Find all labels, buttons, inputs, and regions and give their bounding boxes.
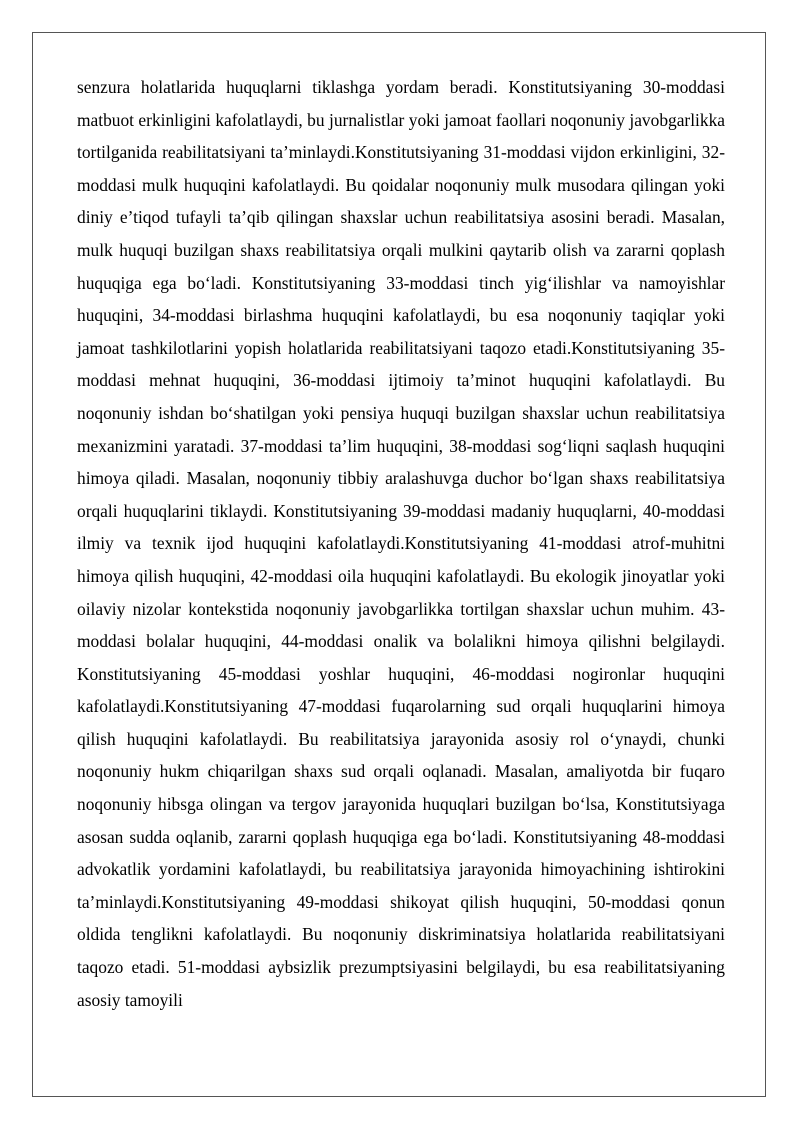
document-body-text: senzura holatlarida huquqlarni tiklashga yordam beradi. Konstitutsiyaning 30-moddasi matbuot erkinligini kafolatlaydi, bu jurnalistlar yoki jamoat faollari noqonuniy javobgarlikka tortilganida reabilitatsiyani ta’minlaydi.Konstitutsiyaning 31-moddasi vijdon erkinligini, 32-moddasi mulk huquqini kafolatlaydi. Bu qoidalar noqonuniy mulk musodara qilingan yoki diniy e’tiqod tufayli ta’qib qilingan shaxslar uchun reabilitatsiya asosini beradi. Masalan, mulk huquqi buzilgan shaxs reabilitatsiya orqali mulkini qaytarib olish va zararni qoplash huquqiga ega bo‘ladi. Konstitutsiyaning 33-moddasi tinch yig‘ilishlar va namoyishlar huquqini, 34-moddasi birlashma huquqini kafolatlaydi, bu esa noqonuniy taqiqlar yoki jamoat tashkilotlarini yopish holatlarida reabilitatsiyani taqozo etadi.Konstitutsiyaning 35-moddasi mehnat huquqini, 36-moddasi ijtimoiy ta’minot huquqini kafolatlaydi. Bu noqonuniy ishdan bo‘shatilgan yoki pensiya huquqi buzilgan shaxslar uchun reabilitatsiya mexanizmini yaratadi. 37-moddasi ta’lim huquqini, 38-moddasi sog‘liqni saqlash huquqini himoya qiladi. Masalan, noqonuniy tibbiy aralashuvga duchor bo‘lgan shaxs reabilitatsiya orqali huquqlarini tiklaydi. Konstitutsiyaning 39-moddasi madaniy huquqlarni, 40-moddasi ilmiy va texnik ijod huquqini kafolatlaydi.Konstitutsiyaning 41-moddasi atrof-muhitni himoya qilish huquqini, 42-moddasi oila huquqini kafolatlaydi. Bu ekologik jinoyatlar yoki oilaviy nizolar kontekstida noqonuniy javobgarlikka tortilgan shaxslar uchun muhim. 43-moddasi bolalar huquqini, 44-moddasi onalik va bolalikni himoya qilishni belgilaydi. Konstitutsiyaning 45-moddasi yoshlar huquqini, 46-moddasi nogironlar huquqini kafolatlaydi.Konstitutsiyaning 47-moddasi fuqarolarning sud orqali huquqlarini himoya qilish huquqini kafolatlaydi. Bu reabilitatsiya jarayonida asosiy rol o‘ynaydi, chunki noqonuniy hukm chiqarilgan shaxs sud orqali oqlanadi. Masalan, amaliyotda bir fuqaro noqonuniy hibsga olingan va tergov jarayonida huquqlari buzilgan bo‘lsa, Konstitutsiyaga asosan sudda oqlanib, zararni qoplash huquqiga ega bo‘ladi. Konstitutsiyaning 48-moddasi advokatlik yordamini kafolatlaydi, bu reabilitatsiya jarayonida himoyachining ishtirokini ta’minlaydi.Konstitutsiyaning 49-moddasi shikoyat qilish huquqini, 50-moddasi qonun oldida tenglikni kafolatlaydi. Bu noqonuniy diskriminatsiya holatlarida reabilitatsiyani taqozo etadi. 51-moddasi aybsizlik prezumptsiyasini belgilaydi, bu esa reabilitatsiyaning asosiy tamoyili (77, 77, 725, 1010)
